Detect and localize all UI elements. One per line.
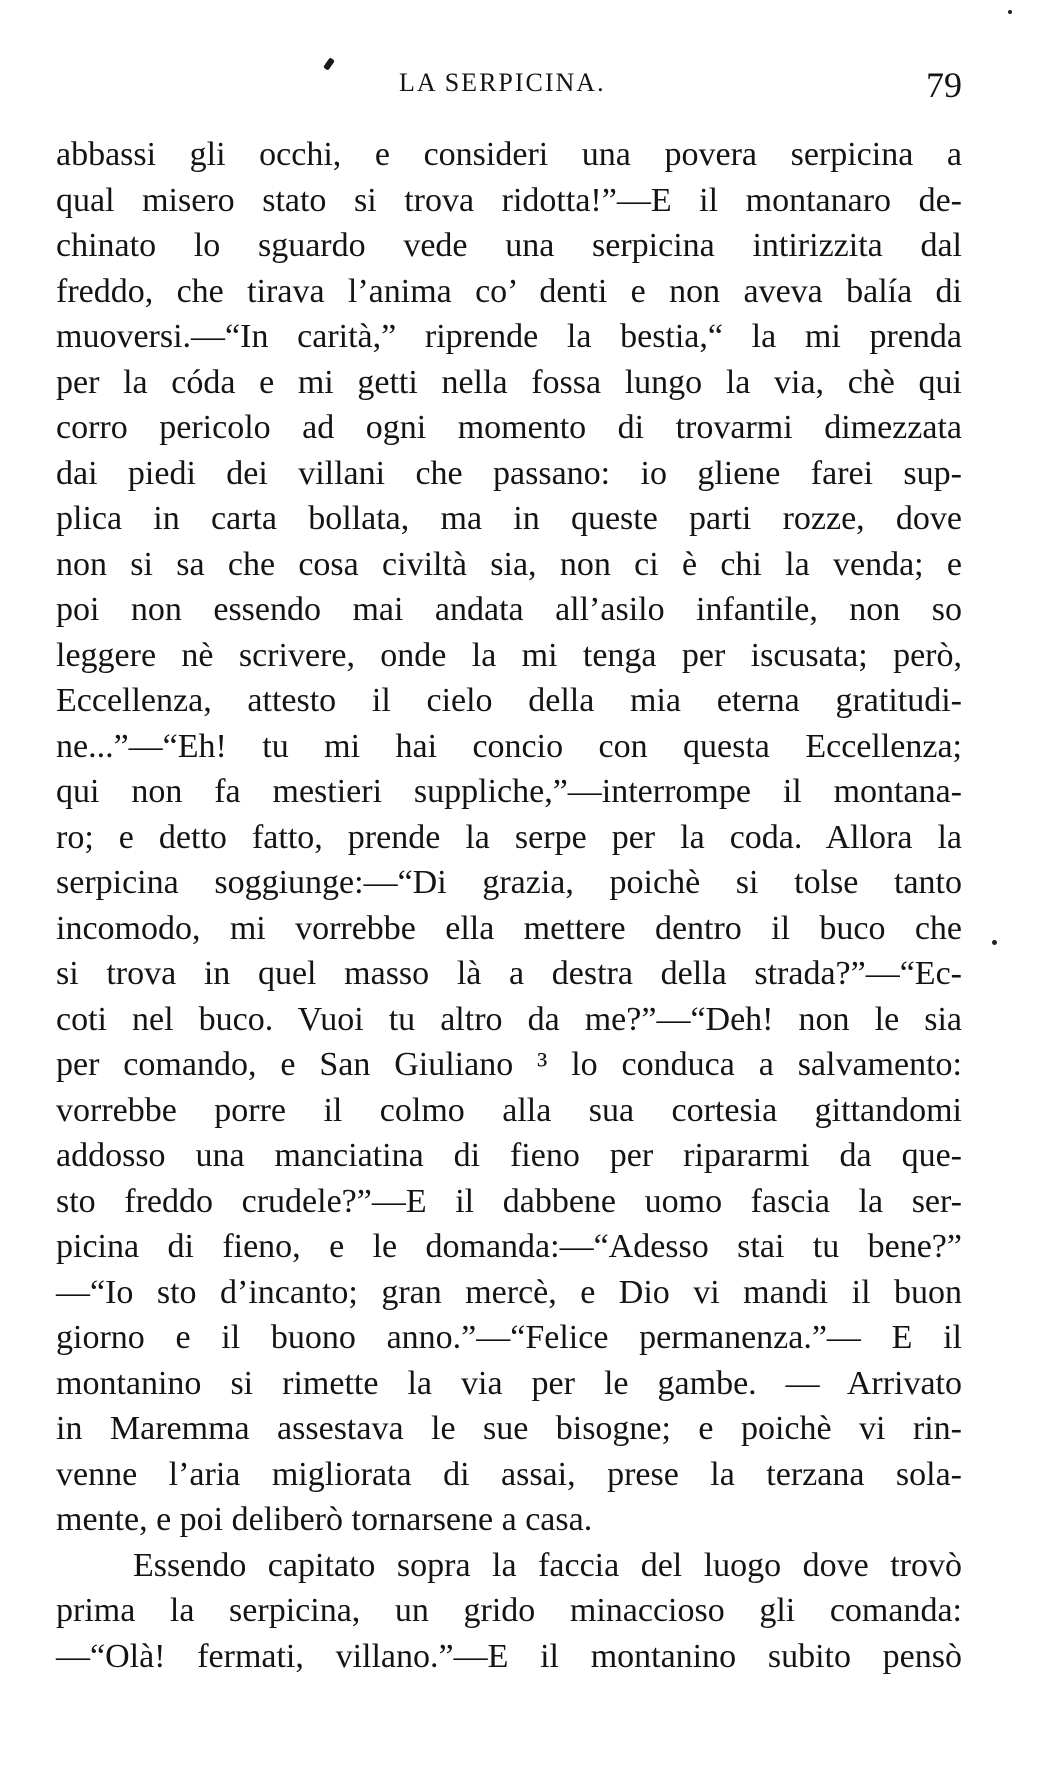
text-line: —“Io sto d’incanto; gran mercè, e Dio vi mandi il buon bbox=[56, 1273, 962, 1311]
text-line: dai piedi dei villani che passano: io gliene farei sup- bbox=[56, 454, 962, 492]
text-line: incomodo, mi vorrebbe ella mettere dentro il buco che bbox=[56, 909, 962, 947]
text-line: per la códa e mi getti nella fossa lungo la via, chè qui bbox=[56, 363, 962, 401]
text-line: poi non essendo mai andata all’asilo infantile, non so bbox=[56, 591, 962, 628]
text-line: prima la serpicina, un grido minaccioso gli comanda: bbox=[56, 1592, 962, 1629]
text-line: ne...”—“Eh! tu mi hai concio con questa Eccellenza; bbox=[56, 727, 962, 765]
text-line: qui non fa mestieri suppliche,”—interrompe il montana- bbox=[56, 773, 962, 810]
text-line: giorno e il buono anno.”—“Felice permanenza.”— E il bbox=[56, 1319, 962, 1356]
body-text bbox=[56, 132, 962, 1679]
text-line: corro pericolo ad ogni momento di trovarmi dimezzata bbox=[56, 409, 962, 446]
ink-speck bbox=[1008, 10, 1012, 14]
text-line: chinato lo sguardo vede una serpicina intirizzita dal bbox=[56, 227, 962, 264]
text-line: muoversi.—“In carità,” riprende la bestia,“ la mi prenda bbox=[56, 318, 962, 355]
text-line: vorrebbe porre il colmo alla sua cortesia gittandomi bbox=[56, 1091, 962, 1129]
text-line: abbassi gli occhi, e consideri una povera serpicina a bbox=[56, 136, 962, 173]
text-line: serpicina soggiunge:—“Di grazia, poichè si tolse tanto bbox=[56, 864, 962, 901]
text-line: venne l’aria migliorata di assai, prese la terzana sola- bbox=[56, 1455, 962, 1493]
text-line: montanino si rimette la via per le gambe. — Arrivato bbox=[56, 1364, 962, 1402]
text-line: mente, e poi deliberò tornarsene a casa. bbox=[56, 1501, 593, 1538]
text-line: si trova in quel masso là a destra della strada?”—“Ec- bbox=[56, 955, 962, 992]
text-line: picina di fieno, e le domanda:—“Adesso stai tu bene?” bbox=[56, 1228, 962, 1265]
text-line: —“Olà! fermati, villano.”—E il montanino subito pensò bbox=[56, 1637, 962, 1675]
text-line: non si sa che cosa civiltà sia, non ci è chi la venda; e bbox=[56, 545, 962, 583]
margin-mark bbox=[992, 940, 997, 945]
text-line: plica in carta bollata, ma in queste parti rozze, dove bbox=[56, 500, 962, 537]
text-line: qual misero stato si trova ridotta!”—E il montanaro de- bbox=[56, 181, 962, 219]
text-line: coti nel buco. Vuoi tu altro da me?”—“Deh! non le sia bbox=[56, 1000, 962, 1038]
text-line: addosso una manciatina di fieno per ripararmi da que- bbox=[56, 1137, 962, 1174]
running-title: LA SERPICINA. bbox=[399, 68, 606, 97]
text-line: Eccellenza, attesto il cielo della mia eterna gratitudi- bbox=[56, 682, 962, 719]
text-line: leggere nè scrivere, onde la mi tenga per iscusata; però, bbox=[56, 636, 962, 674]
text-line: freddo, che tirava l’anima co’ denti e non aveva balía di bbox=[56, 272, 962, 310]
paragraph-first-line: Essendo capitato sopra la faccia del luogo dove trovò bbox=[133, 1546, 962, 1584]
text-line: per comando, e San Giuliano ³ lo conduca a salvamento: bbox=[56, 1046, 962, 1083]
page-header bbox=[56, 64, 962, 104]
text-line: ro; e detto fatto, prende la serpe per la coda. Allora la bbox=[56, 818, 962, 856]
page-number: 79 bbox=[926, 65, 962, 105]
text-line: sto freddo crudele?”—E il dabbene uomo fascia la ser- bbox=[56, 1182, 962, 1220]
text-line: in Maremma assestava le sue bisogne; e poichè vi rin- bbox=[56, 1410, 962, 1447]
